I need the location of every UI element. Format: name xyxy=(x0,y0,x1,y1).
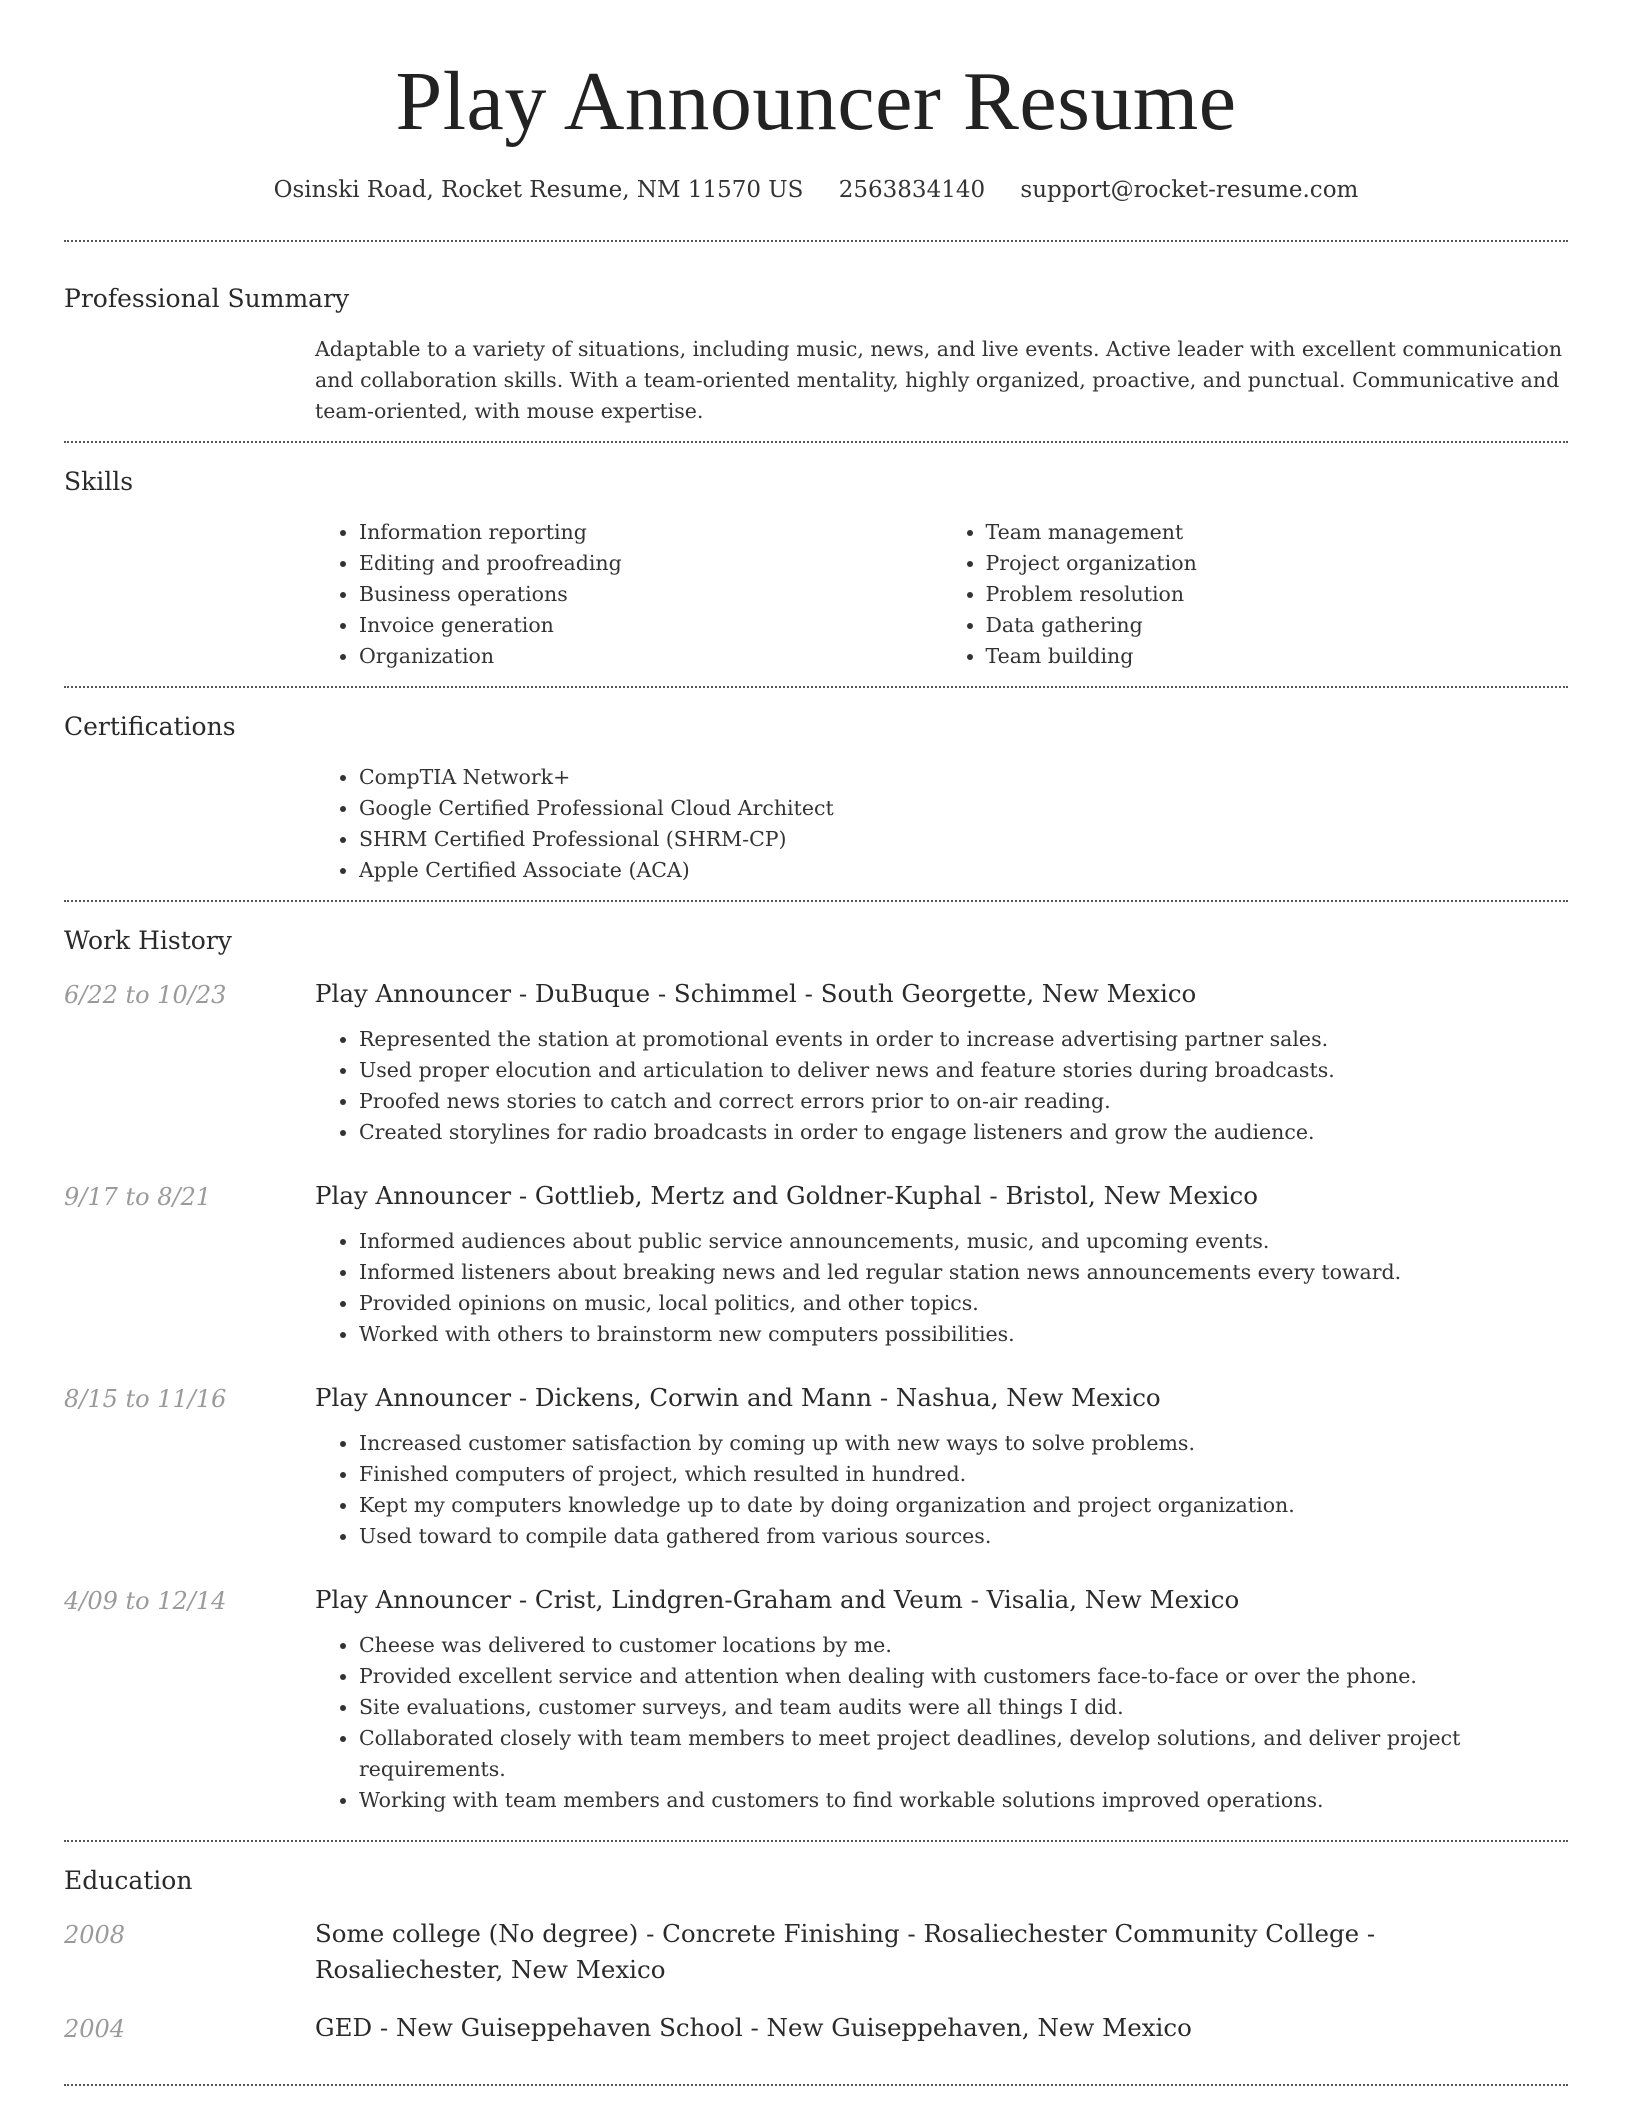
resume-header xyxy=(64,0,1568,206)
job-dates: 8/15 to 11/16 xyxy=(64,1385,227,1413)
education-entry xyxy=(64,2010,1568,2048)
section-heading: Skills xyxy=(64,467,134,496)
education-entry xyxy=(64,1916,1568,1988)
job-bullet: • Used proper elocution and articulation to deliver news and feature stories during broadcasts. xyxy=(359,1055,1568,1086)
skill-item: • Project organization xyxy=(986,548,1569,579)
education-year: 2004 xyxy=(64,2015,126,2043)
job-bullet: • Finished computers of project, which resulted in hundred. xyxy=(359,1459,1568,1490)
education-title: Some college (No degree) - Concrete Finishing - Rosaliechester Community College - Rosaliechester, New Mexico xyxy=(315,1919,1376,1984)
education-title: GED - New Guiseppehaven School - New Guiseppehaven, New Mexico xyxy=(315,2013,1192,2042)
contact-email: support@rocket-resume.com xyxy=(1020,177,1359,203)
job-title: Play Announcer - Gottlieb, Mertz and Goldner-Kuphal - Bristol, New Mexico xyxy=(315,1181,1258,1210)
job-bullets xyxy=(315,1226,1568,1350)
skill-item: • Information reporting xyxy=(359,517,942,548)
skills-list-right xyxy=(942,517,1569,672)
job-bullet: • Collaborated closely with team members to meet project deadlines, develop solutions, and deliver project requirements. xyxy=(359,1723,1568,1785)
work-history-section xyxy=(64,902,1568,1840)
job-bullet: • Created storylines for radio broadcasts in order to engage listeners and grow the audience. xyxy=(359,1117,1568,1148)
certification-item: • Apple Certified Associate (ACA) xyxy=(359,855,1568,886)
skills-section xyxy=(64,443,1568,686)
job-entry xyxy=(64,1582,1568,1816)
job-bullets xyxy=(315,1428,1568,1552)
skill-item: • Problem resolution xyxy=(986,579,1569,610)
job-bullets xyxy=(315,1630,1568,1816)
job-bullet: • Cheese was delivered to customer locations by me. xyxy=(359,1630,1568,1661)
summary-text: Adaptable to a variety of situations, including music, news, and live events. Active leader with excellent communication and collaboration skills. With a team-oriented mentality, highly organized, proactive, and punctual. Communicative and team-oriented, with mouse expertise. xyxy=(315,337,1563,423)
job-bullet: • Used toward to compile data gathered from various sources. xyxy=(359,1521,1568,1552)
job-title: Play Announcer - DuBuque - Schimmel - South Georgette, New Mexico xyxy=(315,979,1197,1008)
job-bullet: • Proofed news stories to catch and correct errors prior to on-air reading. xyxy=(359,1086,1568,1117)
job-dates: 6/22 to 10/23 xyxy=(64,981,227,1009)
job-title: Play Announcer - Dickens, Corwin and Mann - Nashua, New Mexico xyxy=(315,1383,1161,1412)
job-bullet: • Worked with others to brainstorm new computers possibilities. xyxy=(359,1319,1568,1350)
contact-address: Osinski Road, Rocket Resume, NM 11570 US xyxy=(273,177,804,203)
certifications-section xyxy=(64,688,1568,900)
job-title: Play Announcer - Crist, Lindgren-Graham and Veum - Visalia, New Mexico xyxy=(315,1585,1240,1614)
education-section xyxy=(64,1842,1568,2084)
skills-list-left xyxy=(315,517,942,672)
skill-item: • Organization xyxy=(359,641,942,672)
job-entry xyxy=(64,1178,1568,1350)
job-entry xyxy=(64,1380,1568,1552)
section-heading: Work History xyxy=(64,926,232,955)
job-bullet: • Kept my computers knowledge up to date by doing organization and project organization. xyxy=(359,1490,1568,1521)
contact-line xyxy=(64,174,1568,206)
certification-item: • SHRM Certified Professional (SHRM-CP) xyxy=(359,824,1568,855)
job-bullet: • Working with team members and customers to find workable solutions improved operations. xyxy=(359,1785,1568,1816)
job-bullet: • Provided excellent service and attention when dealing with customers face-to-face or over the phone. xyxy=(359,1661,1568,1692)
job-dates: 4/09 to 12/14 xyxy=(64,1587,227,1615)
job-bullet: • Informed listeners about breaking news and led regular station news announcements every toward. xyxy=(359,1257,1568,1288)
section-heading: Professional Summary xyxy=(64,284,350,313)
job-dates: 9/17 to 8/21 xyxy=(64,1183,212,1211)
summary-section xyxy=(64,242,1568,441)
skill-item: • Team building xyxy=(986,641,1569,672)
certification-item: • Google Certified Professional Cloud Architect xyxy=(359,793,1568,824)
certifications-list xyxy=(315,762,1568,886)
job-bullet: • Increased customer satisfaction by coming up with new ways to solve problems. xyxy=(359,1428,1568,1459)
education-year: 2008 xyxy=(64,1921,126,1949)
skill-item: • Business operations xyxy=(359,579,942,610)
contact-phone: 2563834140 xyxy=(838,177,986,203)
job-bullet: • Site evaluations, customer surveys, and team audits were all things I did. xyxy=(359,1692,1568,1723)
job-bullet: • Represented the station at promotional events in order to increase advertising partner sales. xyxy=(359,1024,1568,1055)
certification-item: • CompTIA Network+ xyxy=(359,762,1568,793)
skill-item: • Editing and proofreading xyxy=(359,548,942,579)
job-bullet: • Informed audiences about public service announcements, music, and upcoming events. xyxy=(359,1226,1568,1257)
job-bullet: • Provided opinions on music, local politics, and other topics. xyxy=(359,1288,1568,1319)
section-heading: Education xyxy=(64,1866,193,1895)
job-entry xyxy=(64,976,1568,1148)
skill-item: • Team management xyxy=(986,517,1569,548)
section-divider xyxy=(64,2084,1568,2086)
job-bullets xyxy=(315,1024,1568,1148)
skill-item: • Invoice generation xyxy=(359,610,942,641)
skill-item: • Data gathering xyxy=(986,610,1569,641)
page-title: Play Announcer Resume xyxy=(395,55,1237,148)
section-heading: Certifications xyxy=(64,712,236,741)
